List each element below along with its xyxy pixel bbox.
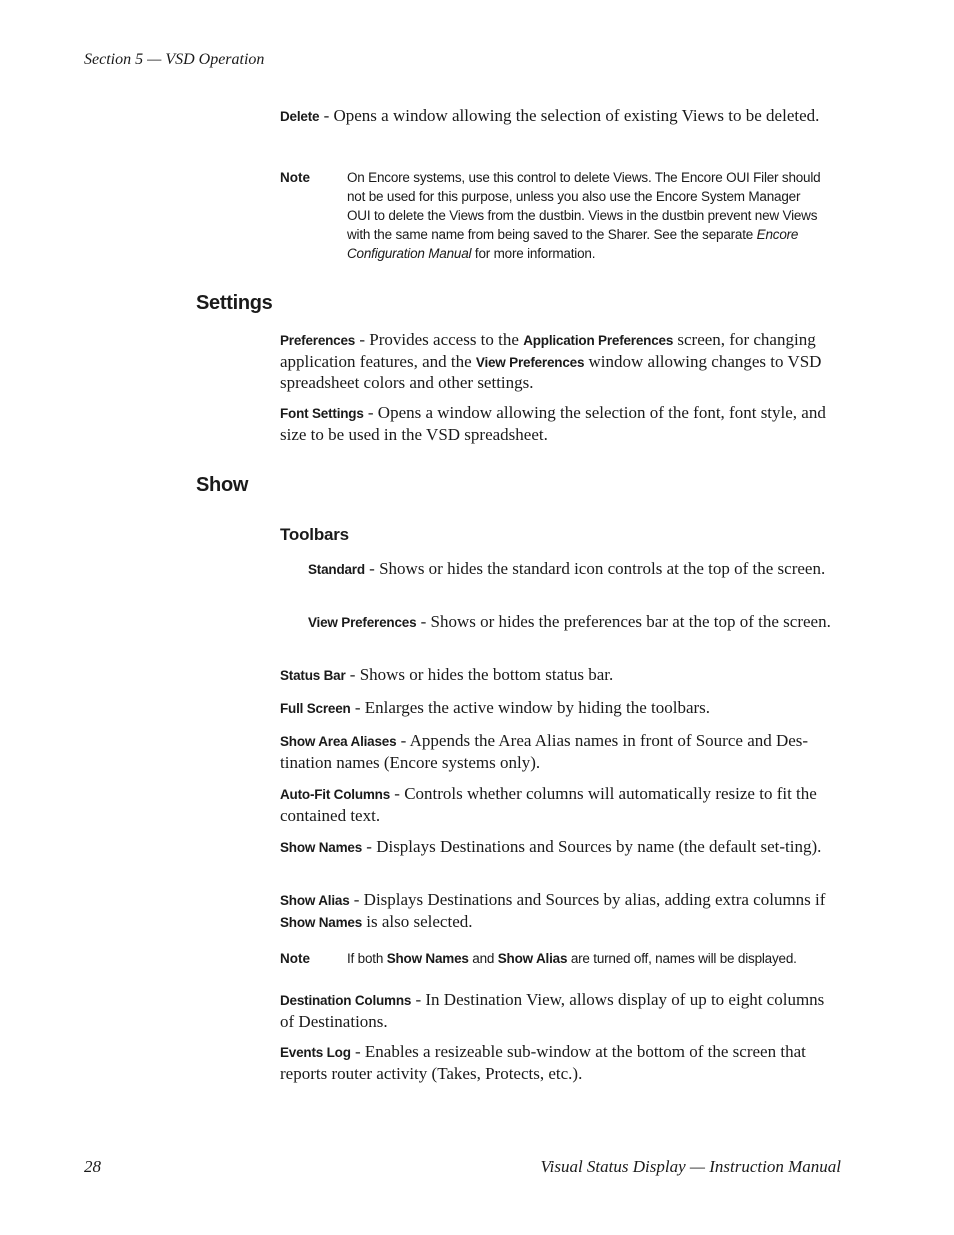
area-aliases-paragraph [280, 731, 842, 773]
note-manual-title: Encore Configuration Manual [347, 227, 799, 261]
note2-term-show-alias: Show Alias [497, 951, 568, 966]
note-text [347, 949, 827, 968]
note-label: Note [280, 170, 310, 185]
show-alias-text-2: is also selected. [362, 911, 473, 931]
term-preferences: Preferences [280, 333, 356, 348]
term-status-bar: Status Bar [280, 668, 346, 683]
term-show-names: Show Names [280, 840, 363, 855]
delete-paragraph [280, 106, 842, 128]
note-text-a: On Encore systems, use this control to delete Views. The Encore OUI Filer should not be used for this purpose, unless you also use the Encore System Manager OUI to delete the Views from the dustbin. Views in the dustbin prevent new Views with the same name from being saved to the Sharer. See the separate [347, 170, 821, 242]
note2-text-1: If both [347, 951, 387, 966]
area-aliases-description: - Appends the Area Alias names in front of Source and Des-tination names (Encore systems only). [280, 731, 809, 772]
note2-text-2: and [468, 951, 498, 966]
term-font-settings: Font Settings [280, 406, 364, 421]
term-events-log: Events Log [280, 1045, 351, 1060]
term-destination-columns: Destination Columns [280, 993, 412, 1008]
term-show-alias: Show Alias [280, 893, 350, 908]
font-settings-description: - Opens a window allowing the selection of the font, font style, and size to be used in the VSD spreadsheet. [280, 403, 826, 444]
font-settings-paragraph [280, 403, 842, 445]
running-header: Section 5 — VSD Operation [84, 51, 265, 68]
preferences-text-1: - Provides access to the [355, 330, 524, 349]
status-bar-description: - Shows or hides the bottom status bar. [345, 665, 614, 684]
delete-description: - Opens a window allowing the selection of existing Views to be deleted. [319, 106, 820, 125]
show-names-description: - Displays Destinations and Sources by name (the default set-ting). [362, 837, 822, 856]
destination-columns-paragraph [280, 990, 842, 1032]
note-label: Note [280, 951, 310, 966]
full-screen-description: - Enlarges the active window by hiding the toolbars. [350, 698, 711, 717]
status-bar-paragraph [280, 665, 842, 687]
running-footer-title: Visual Status Display — Instruction Manual [540, 1157, 841, 1176]
heading-settings: Settings [196, 292, 273, 314]
events-log-paragraph [280, 1042, 842, 1084]
term-show-names-inline: Show Names [280, 914, 363, 930]
auto-fit-paragraph [280, 784, 842, 826]
preferences-text-2: screen, for changing application features, and the [280, 330, 816, 371]
note-text-b: for more information. [471, 246, 596, 261]
view-preferences-description: - Shows or hides the preferences bar at the top of the screen. [416, 612, 831, 631]
term-view-preferences-toolbar: View Preferences [308, 615, 417, 630]
full-screen-paragraph [280, 698, 842, 720]
term-delete: Delete [280, 109, 320, 124]
term-application-preferences: Application Preferences [523, 333, 674, 348]
auto-fit-description: - Controls whether columns will automatically resize to fit the contained text. [280, 784, 817, 825]
preferences-text-3: window allowing changes to VSD spreadsheet colors and other settings. [280, 351, 822, 392]
preferences-paragraph [280, 330, 842, 394]
term-view-preferences: View Preferences [475, 354, 585, 370]
heading-show: Show [196, 474, 249, 496]
show-alias-paragraph [280, 890, 842, 933]
term-standard: Standard [308, 562, 365, 577]
show-names-paragraph [280, 837, 842, 859]
term-full-screen: Full Screen [280, 701, 351, 716]
view-preferences-paragraph [308, 612, 842, 634]
note-text [347, 168, 827, 263]
standard-paragraph [308, 559, 842, 581]
note2-term-show-names: Show Names [386, 951, 469, 966]
events-log-description: - Enables a resizeable sub-window at the bottom of the screen that reports router activity (Takes, Protects, etc.). [280, 1042, 806, 1083]
note2-text-3: are turned off, names will be displayed. [567, 951, 797, 966]
page-number: 28 [84, 1157, 101, 1176]
term-auto-fit-columns: Auto-Fit Columns [280, 787, 391, 802]
term-show-area-aliases: Show Area Aliases [280, 734, 397, 749]
destination-columns-description: - In Destination View, allows display of up to eight columns of Destinations. [280, 990, 825, 1031]
show-alias-text-1: - Displays Destinations and Sources by alias, adding extra columns if [349, 890, 826, 909]
heading-toolbars: Toolbars [280, 525, 349, 544]
standard-description: - Shows or hides the standard icon controls at the top of the screen. [364, 559, 826, 578]
